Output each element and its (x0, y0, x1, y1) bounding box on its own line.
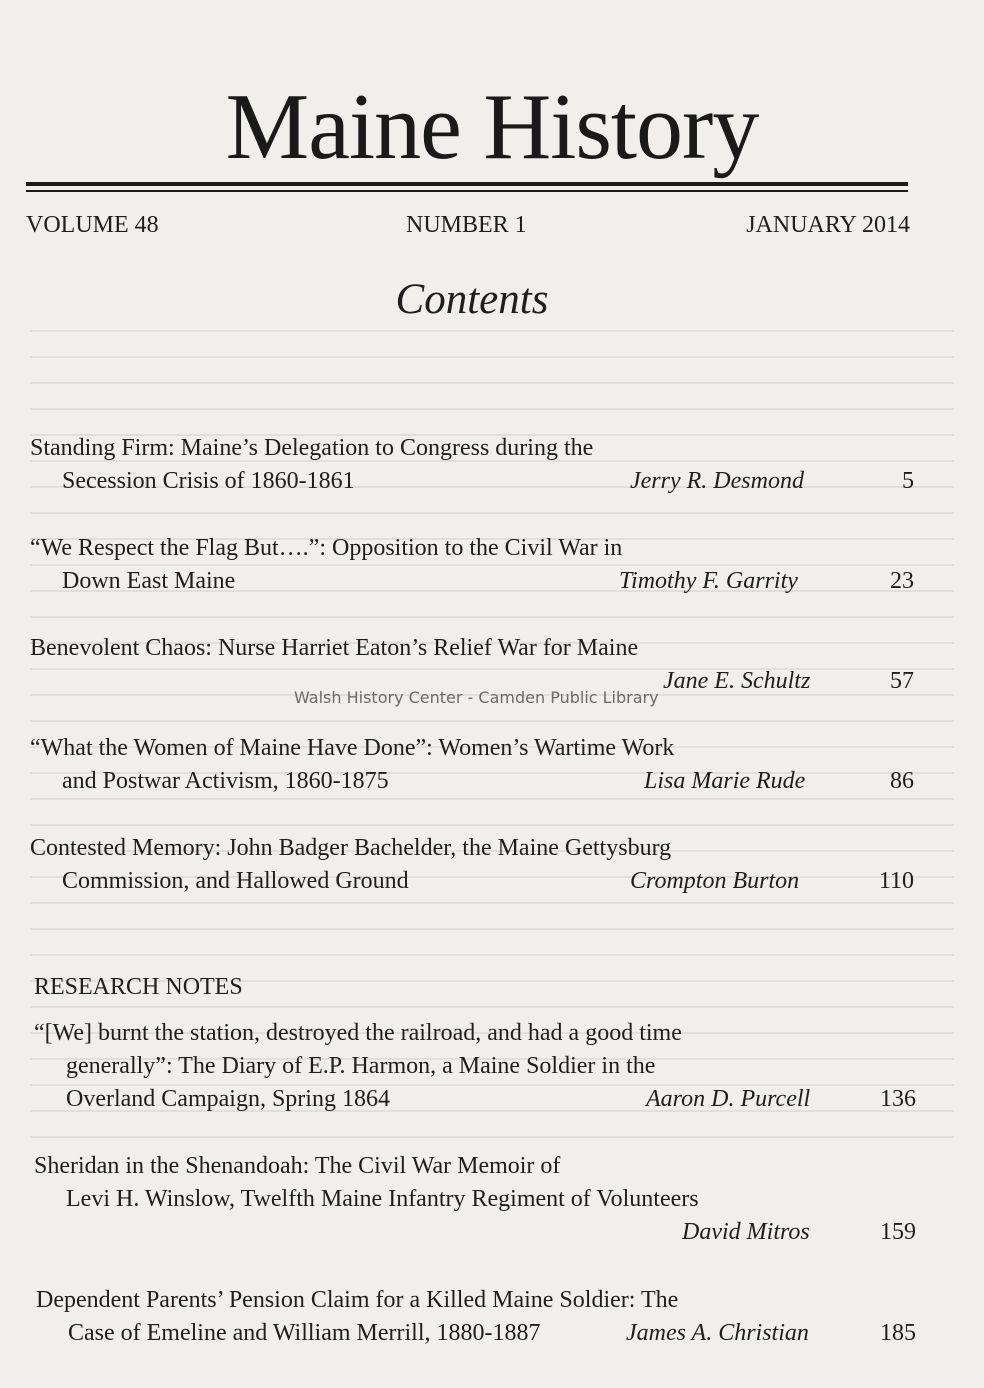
toc-entry[interactable] (34, 1150, 916, 1249)
entry-author: Crompton Burton (630, 868, 800, 894)
entry-title-line (30, 465, 914, 498)
entry-author: Timothy F. Garrity (619, 568, 798, 594)
entry-page-number: 136 (880, 1086, 916, 1112)
toc-entry[interactable] (30, 532, 914, 598)
entry-title-line (36, 1317, 916, 1350)
toc-entry[interactable] (30, 832, 914, 898)
toc-entry[interactable] (34, 1017, 916, 1116)
entry-page-number: 159 (880, 1219, 916, 1245)
masthead-rule-thick (26, 182, 908, 186)
entry-title-line: Standing Firm: Maine’s Delegation to Congress during the (30, 435, 594, 461)
entry-page-number: 23 (890, 568, 914, 594)
entry-title-line: “What the Women of Maine Have Done”: Women’s Wartime Work (30, 735, 675, 761)
number-label: NUMBER 1 (406, 212, 527, 238)
toc-entry[interactable] (36, 1284, 916, 1350)
entry-title-line: Benevolent Chaos: Nurse Harriet Eaton’s Relief War for Maine (30, 635, 639, 661)
entry-title-line: Contested Memory: John Badger Bachelder, the Maine Gettysburg (30, 835, 672, 861)
entry-page-number: 86 (890, 768, 914, 794)
entry-author: Jerry R. Desmond (630, 468, 804, 494)
entry-author: Jane E. Schultz (663, 668, 811, 694)
entry-title-continuation: generally”: The Diary of E.P. Harmon, a Maine Soldier in the (66, 1053, 656, 1079)
toc-entry[interactable] (30, 732, 914, 798)
masthead-rule-thin (26, 190, 908, 192)
entry-title-continuation: Down East Maine (62, 568, 236, 594)
entry-title-continuation: Commission, and Hallowed Ground (62, 868, 409, 894)
entry-title-line: “We Respect the Flag But….”: Opposition to the Civil War in (30, 535, 623, 561)
entry-title-continuation: Secession Crisis of 1860-1861 (62, 468, 355, 494)
entry-page-number: 110 (878, 868, 914, 894)
entry-page-number: 185 (880, 1320, 916, 1346)
entry-title-line (30, 865, 914, 898)
entry-title-line (34, 1083, 916, 1116)
library-watermark: Walsh History Center - Camden Public Library (294, 688, 659, 707)
entry-title-line (34, 1216, 916, 1249)
entry-title-line: “[We] burnt the station, destroyed the railroad, and had a good time (34, 1020, 682, 1046)
entry-title-line (30, 565, 914, 598)
date-label: JANUARY 2014 (746, 212, 910, 238)
entry-page-number: 5 (902, 468, 914, 494)
entry-title-continuation: Levi H. Winslow, Twelfth Maine Infantry Regiment of Volunteers (66, 1186, 699, 1212)
toc-entry[interactable] (30, 432, 914, 498)
entry-title-continuation: and Postwar Activism, 1860-1875 (62, 768, 389, 794)
entry-author: David Mitros (682, 1219, 810, 1245)
research-notes-heading: RESEARCH NOTES (34, 974, 243, 1000)
entry-title-line: Sheridan in the Shenandoah: The Civil War Memoir of (34, 1153, 561, 1179)
entry-title-line (34, 1050, 916, 1083)
entry-title-line (34, 1183, 916, 1216)
entry-title-continuation: Case of Emeline and William Merrill, 1880-1887 (68, 1320, 541, 1346)
entry-author: Aaron D. Purcell (646, 1086, 811, 1112)
entry-title-line (30, 765, 914, 798)
contents-heading: Contents (395, 276, 549, 323)
entry-title-line: Dependent Parents’ Pension Claim for a Killed Maine Soldier: The (36, 1287, 679, 1313)
entry-author: Lisa Marie Rude (644, 768, 806, 794)
entry-page-number: 57 (890, 668, 914, 694)
journal-title: Maine History (225, 75, 759, 179)
volume-label: VOLUME 48 (26, 212, 159, 238)
entry-title-continuation: Overland Campaign, Spring 1864 (66, 1086, 390, 1112)
entry-author: James A. Christian (626, 1320, 809, 1346)
